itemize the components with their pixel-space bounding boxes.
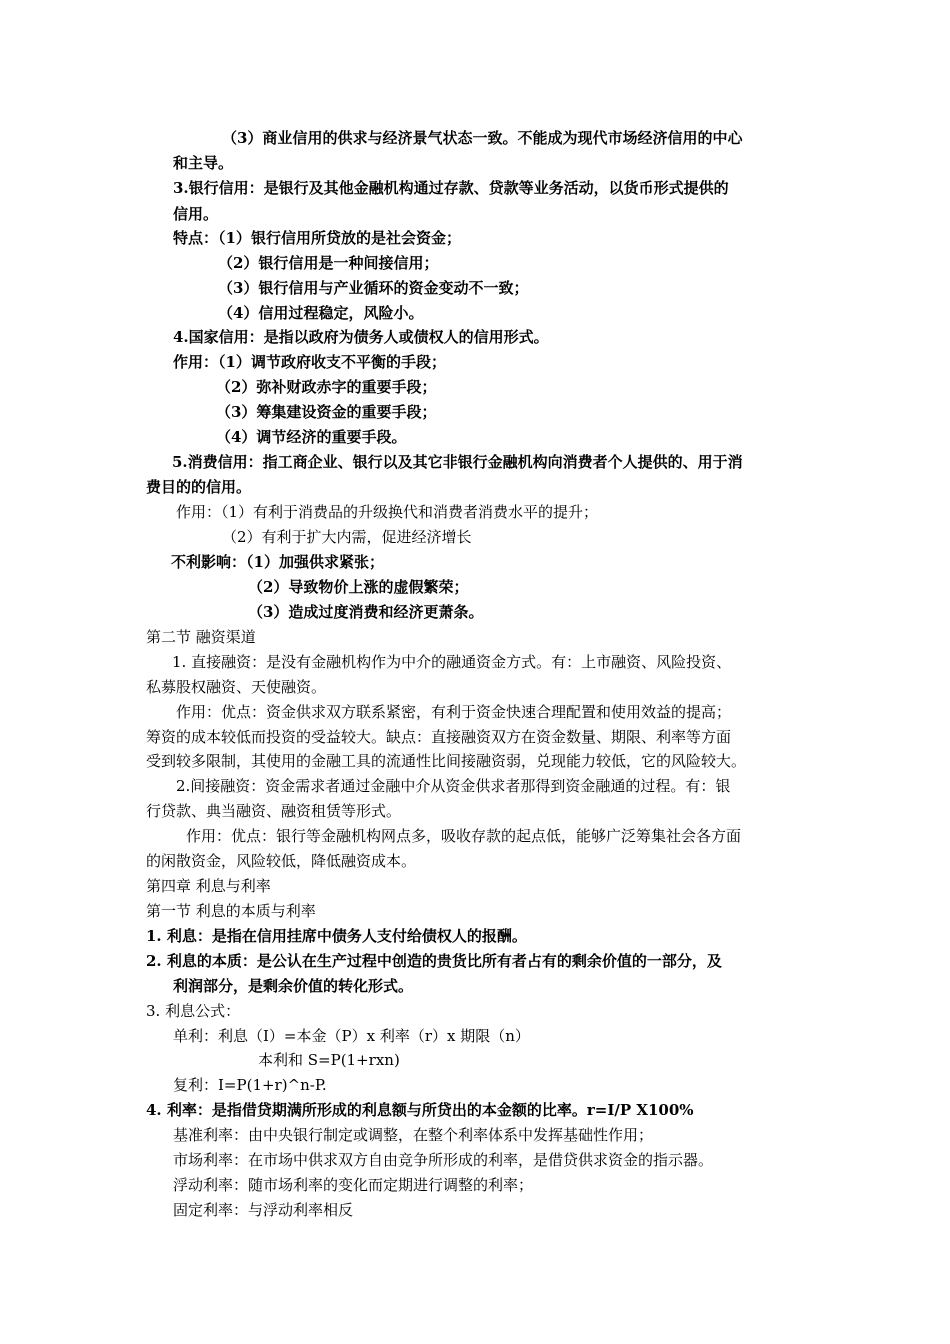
text-line: 3.银行信用：是银行及其他金融机构通过存款、贷款等业务活动，以货币形式提供的 (173, 179, 729, 197)
text-line: 5.消费信用：指工商企业、银行以及其它非银行金融机构向消费者个人提供的、用于消 (172, 453, 743, 471)
section-heading: 第一节 利息的本质与利率 (146, 902, 316, 920)
text-line: 1. 利息：是指在信用挂席中债务人支付给债权人的报酬。 (146, 927, 527, 945)
text-line: （2）弥补财政赤字的重要手段； (216, 378, 437, 396)
text-line: （3）银行信用与产业循环的资金变动不一致； (218, 279, 529, 297)
text-line: 2. 利息的本质：是公认在生产过程中创造的贵货比所有者占有的剩余价值的一部分，及 (146, 952, 722, 970)
text-line: 4.国家信用：是指以政府为债务人或债权人的信用形式。 (173, 328, 549, 346)
text-line: 2.间接融资：资金需求者通过金融中介从资金供求者那得到资金融通的过程。有：银 (176, 777, 731, 795)
text-line: 固定利率：与浮动利率相反 (173, 1201, 354, 1219)
formula-line: 复利：I=P(1+r)^n-P. (173, 1076, 327, 1094)
text-line: 3. 利息公式： (146, 1002, 241, 1020)
text-line: 市场利率：在市场中供求双方自由竞争所形成的利率，是借贷供求资金的指示器。 (173, 1151, 714, 1169)
text-line: 作用：优点：银行等金融机构网点多，吸收存款的起点低，能够广泛筹集社会各方面 (186, 827, 742, 845)
text-line: 的闲散资金，风险较低，降低融资成本。 (146, 852, 417, 870)
text-line: 利润部分，是剩余价值的转化形式。 (173, 977, 414, 995)
section-heading: 第二节 融资渠道 (146, 628, 256, 646)
formula-line: 本利和 S=P(1+rxn) (258, 1051, 400, 1069)
text-line: 行贷款、典当融资、融资租赁等形式。 (146, 802, 402, 820)
text-line: 1. 直接融资：是没有金融机构作为中介的融通资金方式。有：上市融资、风险投资、 (172, 653, 732, 671)
text-line: （2）有利于扩大内需，促进经济增长 (222, 528, 472, 546)
text-line: （4）调节经济的重要手段。 (216, 428, 407, 446)
text-line: 作用：（1）调节政府收支不平衡的手段； (173, 353, 446, 371)
text-line: 和主导。 (173, 154, 234, 172)
text-line: 费目的的信用。 (146, 478, 252, 496)
text-line: 不利影响：（1）加强供求紧张； (171, 553, 384, 571)
text-line: （2）银行信用是一种间接信用； (218, 254, 439, 272)
text-line: 私募股权融资、天使融资。 (146, 678, 327, 696)
text-line: 特点：（1）银行信用所贷放的是社会资金； (173, 229, 461, 247)
text-line: 浮动利率：随市场利率的变化而定期进行调整的利率； (173, 1176, 534, 1194)
text-line: 信用。 (173, 205, 219, 223)
formula-line: 单利：利息（I）=本金（P）x 利率（r）x 期限（n） (173, 1027, 530, 1045)
text-line: （3）商业信用的供求与经济景气状态一致。不能成为现代市场经济信用的中心 (222, 129, 743, 147)
text-line: 基准利率：由中央银行制定或调整，在整个利率体系中发挥基础性作用； (173, 1126, 654, 1144)
text-line: 作用：优点：资金供求双方联系紧密，有利于资金快速合理配置和使用效益的提高； (176, 703, 732, 721)
chapter-heading: 第四章 利息与利率 (146, 877, 271, 895)
text-line: 受到较多限制，其使用的金融工具的流通性比间接融资弱，兑现能力较低，它的风险较大。 (146, 752, 747, 770)
text-line: （3）筹集建设资金的重要手段； (216, 403, 437, 421)
text-line: 筹资的成本较低而投资的受益较大。缺点：直接融资双方在资金数量、期限、利率等方面 (146, 728, 732, 746)
text-line: （4）信用过程稳定，风险小。 (218, 304, 424, 322)
text-line: 作用：（1）有利于消费品的升级换代和消费者消费水平的提升； (176, 503, 599, 521)
text-line: （3）造成过度消费和经济更萧条。 (248, 603, 484, 621)
text-line: （2）导致物价上涨的虚假繁荣； (248, 578, 469, 596)
text-line: 4. 利率：是指借贷期满所形成的利息额与所贷出的本金额的比率。r=I/P X100% (146, 1101, 694, 1119)
